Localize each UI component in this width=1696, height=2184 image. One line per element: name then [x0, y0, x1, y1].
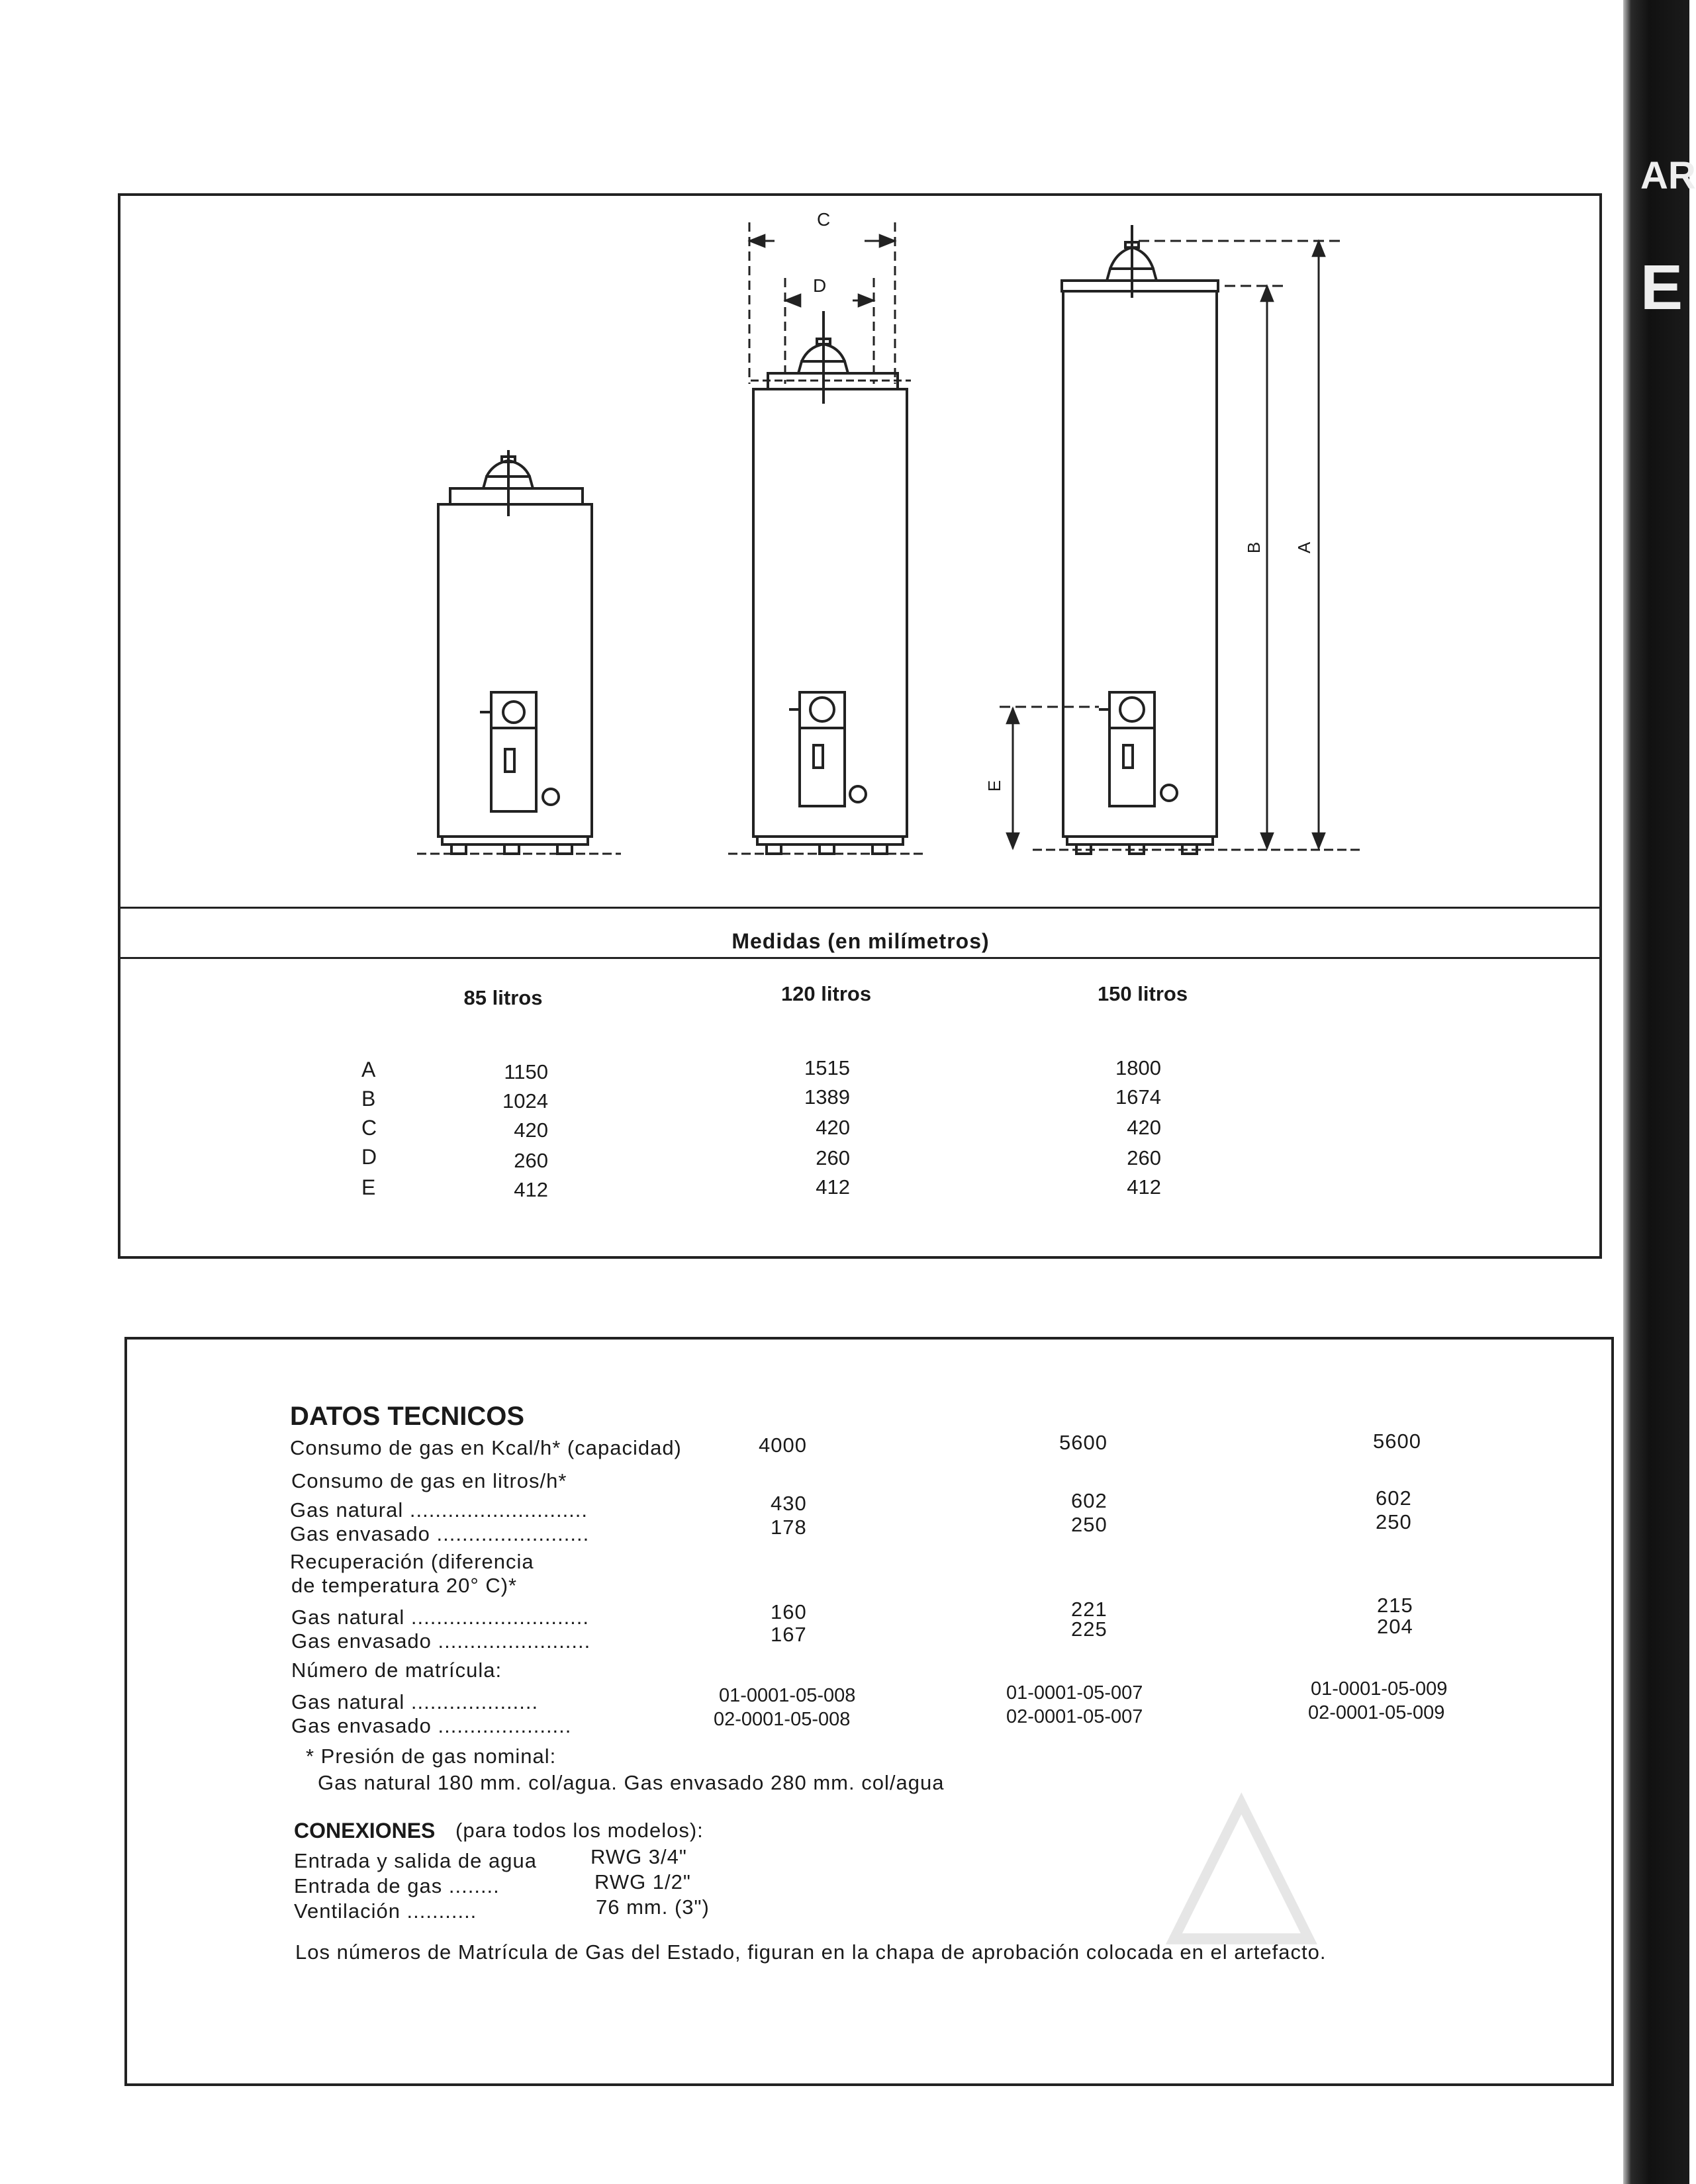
- measures-top-divider: [120, 907, 1599, 909]
- cell: 420: [816, 1116, 850, 1139]
- cell: 1389: [804, 1085, 850, 1109]
- consumo-natural-85: 430: [771, 1492, 807, 1515]
- dim-label-c: C: [817, 209, 831, 230]
- recuperacion-envasado-85: 167: [771, 1623, 807, 1646]
- row-label: A: [361, 1058, 376, 1081]
- presion-values: Gas natural 180 mm. col/agua. Gas envasado 280 mm. col/agua: [318, 1771, 945, 1794]
- cell: 260: [514, 1149, 548, 1172]
- bleed-through-watermark: [596, 1575, 608, 1630]
- presion-label: * Presión de gas nominal:: [306, 1745, 557, 1768]
- consumo-natural-150: 602: [1376, 1486, 1412, 1510]
- consumo-kcal-label: Consumo de gas en Kcal/h* (capacidad): [290, 1436, 682, 1459]
- matricula-label: Número de matrícula:: [291, 1659, 502, 1682]
- matricula-envasado-85: 02-0001-05-008: [714, 1709, 851, 1730]
- row-label: B: [361, 1087, 376, 1111]
- cell: 1800: [1115, 1056, 1161, 1079]
- row-label: D: [361, 1145, 377, 1169]
- dim-label-e: E: [984, 780, 1005, 792]
- heater-85-litros: [438, 450, 592, 854]
- matricula-envasado-150: 02-0001-05-009: [1308, 1702, 1445, 1723]
- dim-label-b: B: [1244, 541, 1264, 554]
- cell: 420: [1127, 1116, 1161, 1139]
- measures-title: Medidas (en milímetros): [731, 929, 990, 953]
- consumo-kcal-120: 5600: [1059, 1431, 1107, 1454]
- cell: 260: [816, 1146, 850, 1169]
- consumo-natural-120: 602: [1071, 1489, 1107, 1512]
- water-heaters-diagram: [0, 0, 1689, 927]
- dim-label-d: D: [813, 275, 827, 296]
- conexion-label: Ventilación ...........: [294, 1899, 477, 1923]
- consumo-kcal-85: 4000: [759, 1433, 807, 1457]
- cell: 412: [1127, 1175, 1161, 1199]
- consumo-envasado-85: 178: [771, 1516, 807, 1539]
- recuperacion-label-1: Recuperación (diferencia: [290, 1550, 534, 1573]
- recuperacion-envasado-120: 225: [1071, 1617, 1107, 1641]
- measures-header-divider: [120, 957, 1599, 959]
- cell: 1515: [804, 1056, 850, 1079]
- recuperacion-natural-label: Gas natural ............................: [291, 1606, 590, 1629]
- consumo-kcal-150: 5600: [1373, 1430, 1421, 1453]
- consumo-envasado-150: 250: [1376, 1510, 1412, 1533]
- conexiones-subtitle: (para todos los modelos):: [455, 1819, 704, 1842]
- faint-logo-mark: △: [1165, 1743, 1318, 1963]
- cell: 1024: [502, 1089, 548, 1113]
- row-label: C: [361, 1116, 377, 1140]
- tech-title: DATOS TECNICOS: [290, 1402, 525, 1431]
- conexion-value: RWG 3/4": [590, 1845, 687, 1868]
- matricula-natural-120: 01-0001-05-007: [1006, 1682, 1143, 1704]
- row-label: E: [361, 1175, 376, 1199]
- measures-col-150: 150 litros: [1097, 982, 1188, 1005]
- heater-120-litros: [751, 311, 911, 854]
- cell: 412: [816, 1175, 850, 1199]
- matricula-envasado-120: 02-0001-05-007: [1006, 1706, 1143, 1727]
- recuperacion-label-2: de temperatura 20° C)*: [291, 1574, 518, 1597]
- matricula-natural-label: Gas natural ....................: [291, 1690, 539, 1713]
- conexion-label: Entrada y salida de agua: [294, 1849, 537, 1872]
- recuperacion-envasado-label: Gas envasado ........................: [291, 1629, 591, 1653]
- consumo-envasado-120: 250: [1071, 1513, 1107, 1536]
- heater-150-litros: [1062, 225, 1218, 854]
- conexion-value: 76 mm. (3"): [596, 1895, 710, 1919]
- conexion-label: Entrada de gas ........: [294, 1874, 500, 1897]
- recuperacion-envasado-150: 204: [1377, 1615, 1413, 1638]
- recuperacion-natural-150: 215: [1377, 1594, 1413, 1617]
- cell: 1150: [504, 1060, 548, 1083]
- cell: 412: [514, 1178, 548, 1201]
- consumo-envasado-label: Gas envasado ........................: [290, 1522, 590, 1545]
- measures-col-85: 85 litros: [463, 986, 543, 1009]
- recuperacion-natural-120: 221: [1071, 1598, 1107, 1621]
- matricula-envasado-label: Gas envasado .....................: [291, 1714, 572, 1737]
- binding-text-bottom: E: [1640, 252, 1683, 323]
- cell: 1674: [1115, 1085, 1161, 1109]
- conexiones-title: CONEXIONES: [294, 1819, 436, 1843]
- conexion-value: RWG 1/2": [594, 1870, 691, 1893]
- consumo-natural-label: Gas natural ............................: [290, 1498, 589, 1522]
- recuperacion-natural-85: 160: [771, 1600, 807, 1623]
- footnote: Los números de Matrícula de Gas del Estado, figuran en la chapa de aprobación colocada en el artefacto.: [295, 1940, 1327, 1964]
- matricula-natural-85: 01-0001-05-008: [719, 1685, 856, 1706]
- cell: 420: [514, 1118, 548, 1142]
- cell: 260: [1127, 1146, 1161, 1169]
- consumo-litros-label: Consumo de gas en litros/h*: [291, 1469, 567, 1492]
- binding-text-top: AR: [1640, 154, 1696, 197]
- matricula-natural-150: 01-0001-05-009: [1311, 1678, 1448, 1700]
- measures-col-120: 120 litros: [780, 982, 872, 1005]
- dim-label-a: A: [1294, 541, 1315, 554]
